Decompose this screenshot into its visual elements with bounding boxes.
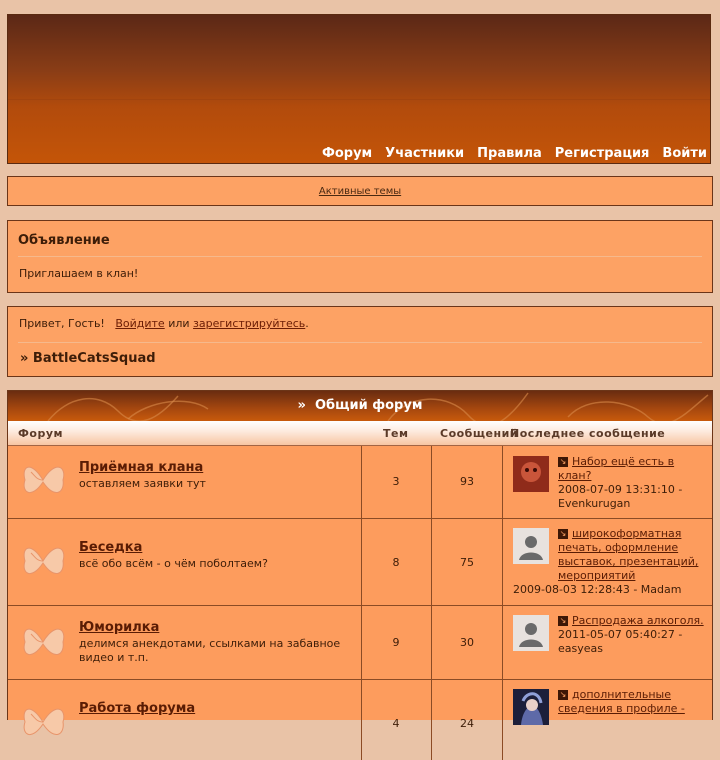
posts-cell [432, 680, 503, 760]
butterfly-icon [21, 620, 67, 664]
site-header [7, 14, 711, 164]
nav-members[interactable]: Участники [385, 146, 465, 161]
posts-cell [432, 519, 503, 605]
user-silhouette-icon [513, 615, 549, 651]
greeting-divider [18, 342, 702, 343]
announcement-text: Приглашаем в клан! [19, 267, 139, 280]
forum-desc: оставляем заявки тут [79, 477, 206, 490]
greeting-hello: Привет, Гость! [19, 317, 105, 330]
forum-cell [8, 680, 362, 760]
forum-desc: всё обо всём - о чём поболтаем? [79, 557, 268, 570]
nav-register[interactable]: Регистрация [554, 146, 650, 161]
category-header [8, 391, 712, 421]
announcement-panel [7, 220, 713, 293]
col-last: Последнее сообщение [510, 427, 666, 440]
main-nav [322, 146, 707, 161]
announcement-divider [18, 256, 702, 257]
topics-count: 4 [392, 717, 400, 730]
forum-table [7, 390, 713, 730]
forum-row [8, 606, 712, 680]
posts-cell [432, 606, 503, 679]
greeting-line [19, 317, 309, 330]
category-title[interactable]: Общий форум [314, 398, 423, 413]
default-avatar [513, 615, 549, 651]
topics-count: 3 [392, 475, 400, 488]
topics-cell [361, 606, 432, 679]
last-post [558, 455, 704, 511]
register-link[interactable]: зарегистрируйтесь [193, 317, 306, 330]
login-link[interactable]: Войдите [115, 317, 165, 330]
announcement-title: Объявление [18, 233, 110, 248]
nav-forum[interactable]: Форум [321, 146, 373, 161]
last-post-meta: 2008-07-09 13:31:10 - Evenkurugan [558, 483, 683, 510]
col-topics: Тем [383, 427, 409, 440]
last-post-title[interactable]: дополнительные сведения в профиле - [558, 688, 685, 715]
posts-count: 75 [460, 556, 474, 569]
forum-cell [8, 606, 362, 679]
forum-name[interactable]: Юморилка [79, 620, 160, 635]
butterfly-icon [21, 700, 67, 744]
forum-name[interactable]: Работа форума [79, 701, 196, 716]
go-to-post-icon[interactable]: ↘ [559, 529, 567, 538]
double-chevron-icon: » [297, 398, 306, 413]
last-post-title[interactable]: Распродажа алкоголя. [572, 614, 704, 627]
active-topics-bar [7, 176, 713, 206]
breadcrumb[interactable]: » BattleCatsSquad [20, 351, 156, 366]
forum-name[interactable]: Приёмная клана [79, 460, 204, 475]
header-band [8, 99, 710, 100]
forum-desc: делимся анекдотами, ссылками на забавное видео и т.п. [79, 637, 341, 664]
category-label [298, 398, 423, 413]
butterfly-icon [21, 539, 67, 583]
forum-row [8, 519, 712, 606]
last-post [558, 527, 704, 583]
last-post [558, 614, 704, 656]
red-avatar-image [513, 456, 549, 492]
posts-cell [432, 446, 503, 518]
user-silhouette-icon [513, 528, 549, 564]
col-forum: Форум [18, 427, 64, 440]
topics-cell [361, 446, 432, 518]
posts-count: 93 [460, 475, 474, 488]
go-to-post-icon[interactable]: ↘ [559, 616, 567, 625]
topics-cell [361, 680, 432, 760]
last-post-meta: 2009-08-03 12:28:43 - Madam [513, 583, 682, 596]
last-post-title[interactable]: Набор ещё есть в клан? [558, 455, 675, 482]
last-post-meta: 2011-05-07 05:40:27 - easyeas [558, 628, 683, 655]
posts-count: 30 [460, 636, 474, 649]
greeting-panel [7, 306, 713, 377]
red-avatar [513, 456, 549, 492]
topics-count: 9 [392, 636, 400, 649]
forum-name[interactable]: Беседка [79, 540, 143, 555]
nav-login[interactable]: Войти [662, 146, 707, 161]
anime-avatar [513, 689, 549, 725]
topics-cell [361, 519, 432, 605]
greeting-or: или [168, 317, 190, 330]
anime-avatar-image [513, 689, 549, 725]
active-topics-link[interactable]: Активные темы [318, 186, 402, 197]
go-to-post-icon[interactable]: ↘ [559, 690, 567, 699]
go-to-post-icon[interactable]: ↘ [559, 457, 567, 466]
last-post-title[interactable]: широкоформатная печать, оформление выставок, презентаций, мероприятий [558, 527, 699, 582]
col-posts: Сообщений [440, 427, 519, 440]
default-avatar [513, 528, 549, 564]
forum-cell [8, 446, 362, 518]
greeting-dot: . [305, 317, 309, 330]
column-headers [8, 421, 712, 446]
forum-row [8, 680, 712, 760]
nav-rules[interactable]: Правила [477, 146, 542, 161]
topics-count: 8 [392, 556, 400, 569]
forum-row [8, 446, 712, 519]
posts-count: 24 [460, 717, 474, 730]
last-post [558, 688, 704, 716]
forum-cell [8, 519, 362, 605]
butterfly-icon [21, 458, 67, 502]
